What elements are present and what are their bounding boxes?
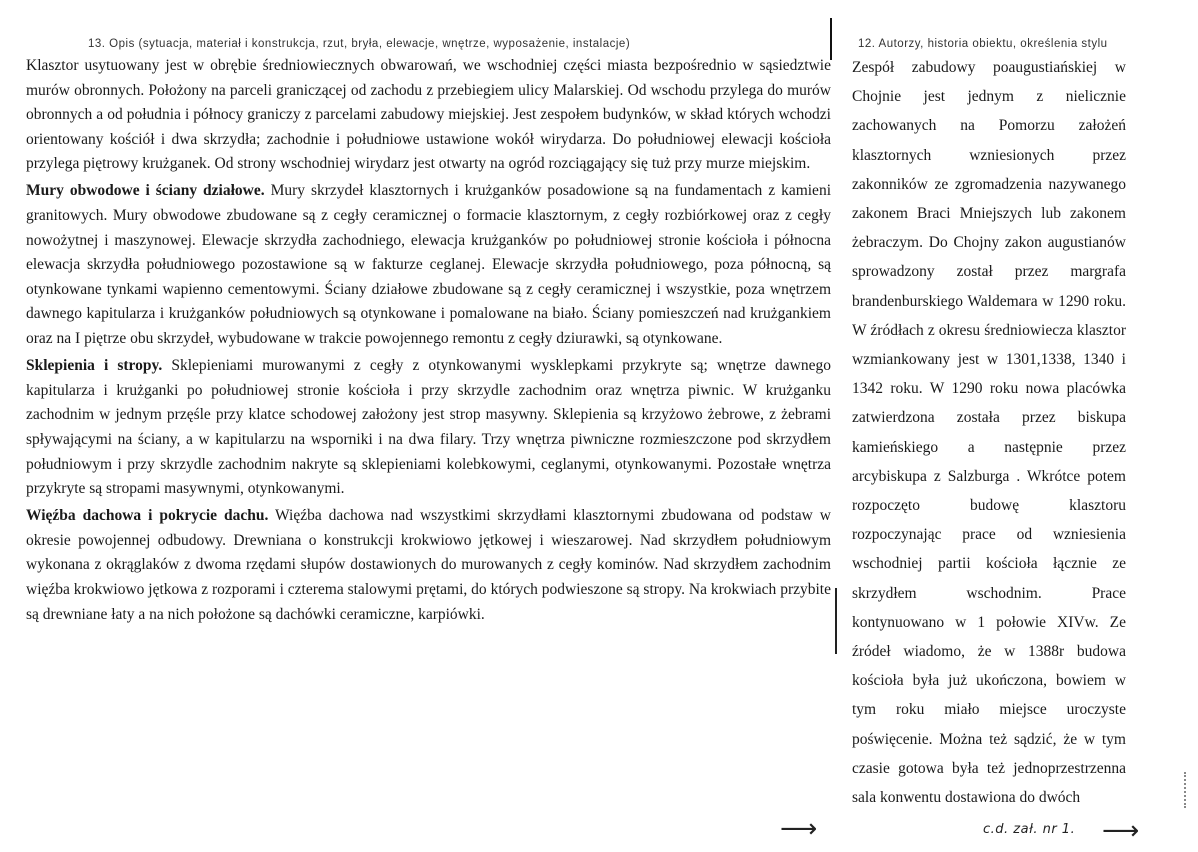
paragraph-text: Więźba dachowa nad wszystkimi skrzydłami klasztornymi zbudowana od podstaw w okresie powojennej odbudowy. Drewniana o konstrukcji krokwiowo jętkowej i wieszarowej. Nad skrzydłem południowym wykonana z okrąglaków z dwoma rzędami słupów dostawionych do murowanych z cegły kominów. Nad skrzydłem zachodnim więźba krokwiowo jętkowa z rozporami i czterema stalowymi prętami, do których podwieszone są stropy. Na krokwiach przybite są drewniane łaty a na nich położone są dachówki ceramiczne, karpiówki. [26,507,831,623]
column-divider-mark [835,588,837,654]
scan-edge-marks [1184,772,1188,808]
description-column [26,54,831,627]
section-12-header: 12. Autorzy, historia obiektu, określenia stylu [858,38,1108,50]
paragraph-walls [26,179,831,351]
paragraph-heading: Mury obwodowe i ściany działowe. [26,182,265,200]
paragraph-text: Mury skrzydeł klasztornych i krużganków posadowione są na fundamentach z kamieni granitowych. Mury obwodowe zbudowane są z cegły ceramicznej o formacie klasztornym, z cegły rozbiórkowej oraz z cegły nowożytnej i maszynowej. Elewacje skrzydła zachodniego, elewacja krużganków po południowej stronie kościoła i północna elewacja skrzydła południowego pozostawione są w fakturze ceglanej. Elewacje skrzydła południowego, poza północną, są otynkowane tynkami wapienno cementowymi. Ściany działowe zbudowane są z cegły ceramicznej i wszystkie, poza wnętrzem dawnego kapitularza i krużganków południowych są otynkowane i pomalowane na biało. Ściany pomieszczeń nad krużgankiem oraz na I piętrze obu skrzydeł, wybudowane w trakcie powojennego remontu z cegły dziurawki, są otynkowane. [26,182,831,348]
paragraph-location [26,54,831,177]
paragraph-heading: Sklepienia i stropy. [26,357,163,375]
continuation-note: c.d. zał. nr 1. [983,822,1076,837]
history-column: Zespół zabudowy poaugustiańskiej w Chojnie jest jednym z nielicznie zachowanych na Pomorzu założeń klasztornych wzniesionych przez zakonników ze zgromadzenia nazywanego zakonem Braci Mniejszych lub zakonem żebraczym. Do Chojny zakon augustianów sprowadzony został przez margrafa brandenburskiego Waldemara w 1290 roku. W źródłach z okresu średniowiecza klasztor wzmiankowany jest w 1301,1338, 1340 i 1342 roku. W 1290 roku nowa placówka zatwierdzona została przez biskupa kamieńskiego a następnie przez arcybiskupa z Salzburga . Wkrótce potem rozpoczęto budowę klasztoru rozpoczynając prace od wzniesienia wschodniej partii kościoła łącznie ze skrzydłem wschodnim. Prace kontynuowano w 1 połowie XIVw. Ze źródeł wiadomo, że w 1388r budowa kościoła była już ukończona, bowiem w tym roku miało miejsce uroczyste poświęcenie. Można też sądzić, że w tym czasie gotowa była też jednoprzestrzenna sala konwentu dostawiona do dwóch [852,59,1126,807]
paragraph-heading: Więźba dachowa i pokrycie dachu. [26,507,269,525]
paragraph-text: Sklepieniami murowanymi z cegły z otynkowanymi wysklepkami przykryte są; wnętrze dawnego kapitularza i krużganki po południowej stronie kościoła i przy skrzydle zachodnim oraz wnętrza piwnic. W krużganku zachodnim w jednym przęśle przy klatce schodowej założony jest strop masywny. Sklepienia są krzyżowo żebrowe, z żebrami spływającymi na ściany, a w kapitularzu na wsporniki i na dwa filary. Trzy wnętrza piwniczne rozmieszczone pod skrzydłem południowym i przy skrzydle zachodnim nakryte są sklepieniami kolebkowymi, ceglanymi, otynkowanymi. Pozostałe wnętrza przykryte są stropami masywnymi, otynkowanymi. [26,357,831,498]
paragraph-vaults [26,354,831,502]
continue-arrow-right-icon: ⟶ [1102,816,1140,846]
section-13-header: 13. Opis (sytuacja, materiał i konstrukcja, rzut, bryła, elewacje, wnętrze, wyposażenie, instalacje) [88,38,631,50]
continue-arrow-left-icon: ⟶ [780,814,818,844]
paragraph-text: Klasztor usytuowany jest w obrębie średniowiecznych obwarowań, we wschodniej części miasta bezpośrednio w sąsiedztwie murów obronnych. Położony na parceli graniczącej od zachodu z przebiegiem ulicy Malarskiej. Od wschodu przylega do murów obronnych a od południa i północy graniczy z parcelami zabudowy miejskiej. Jest zespołem budynków, w skład których wchodzi orientowany kościół i dwa skrzydła; zachodnie i południowe ustawione wokół wirydarza. Do południowej elewacji kościoła przylega piętrowy krużganek. Od strony wschodniej wirydarz jest otwarty na ogród rozciągający się tuż przy murze miejskim. [26,57,831,173]
paragraph-roof [26,504,831,627]
